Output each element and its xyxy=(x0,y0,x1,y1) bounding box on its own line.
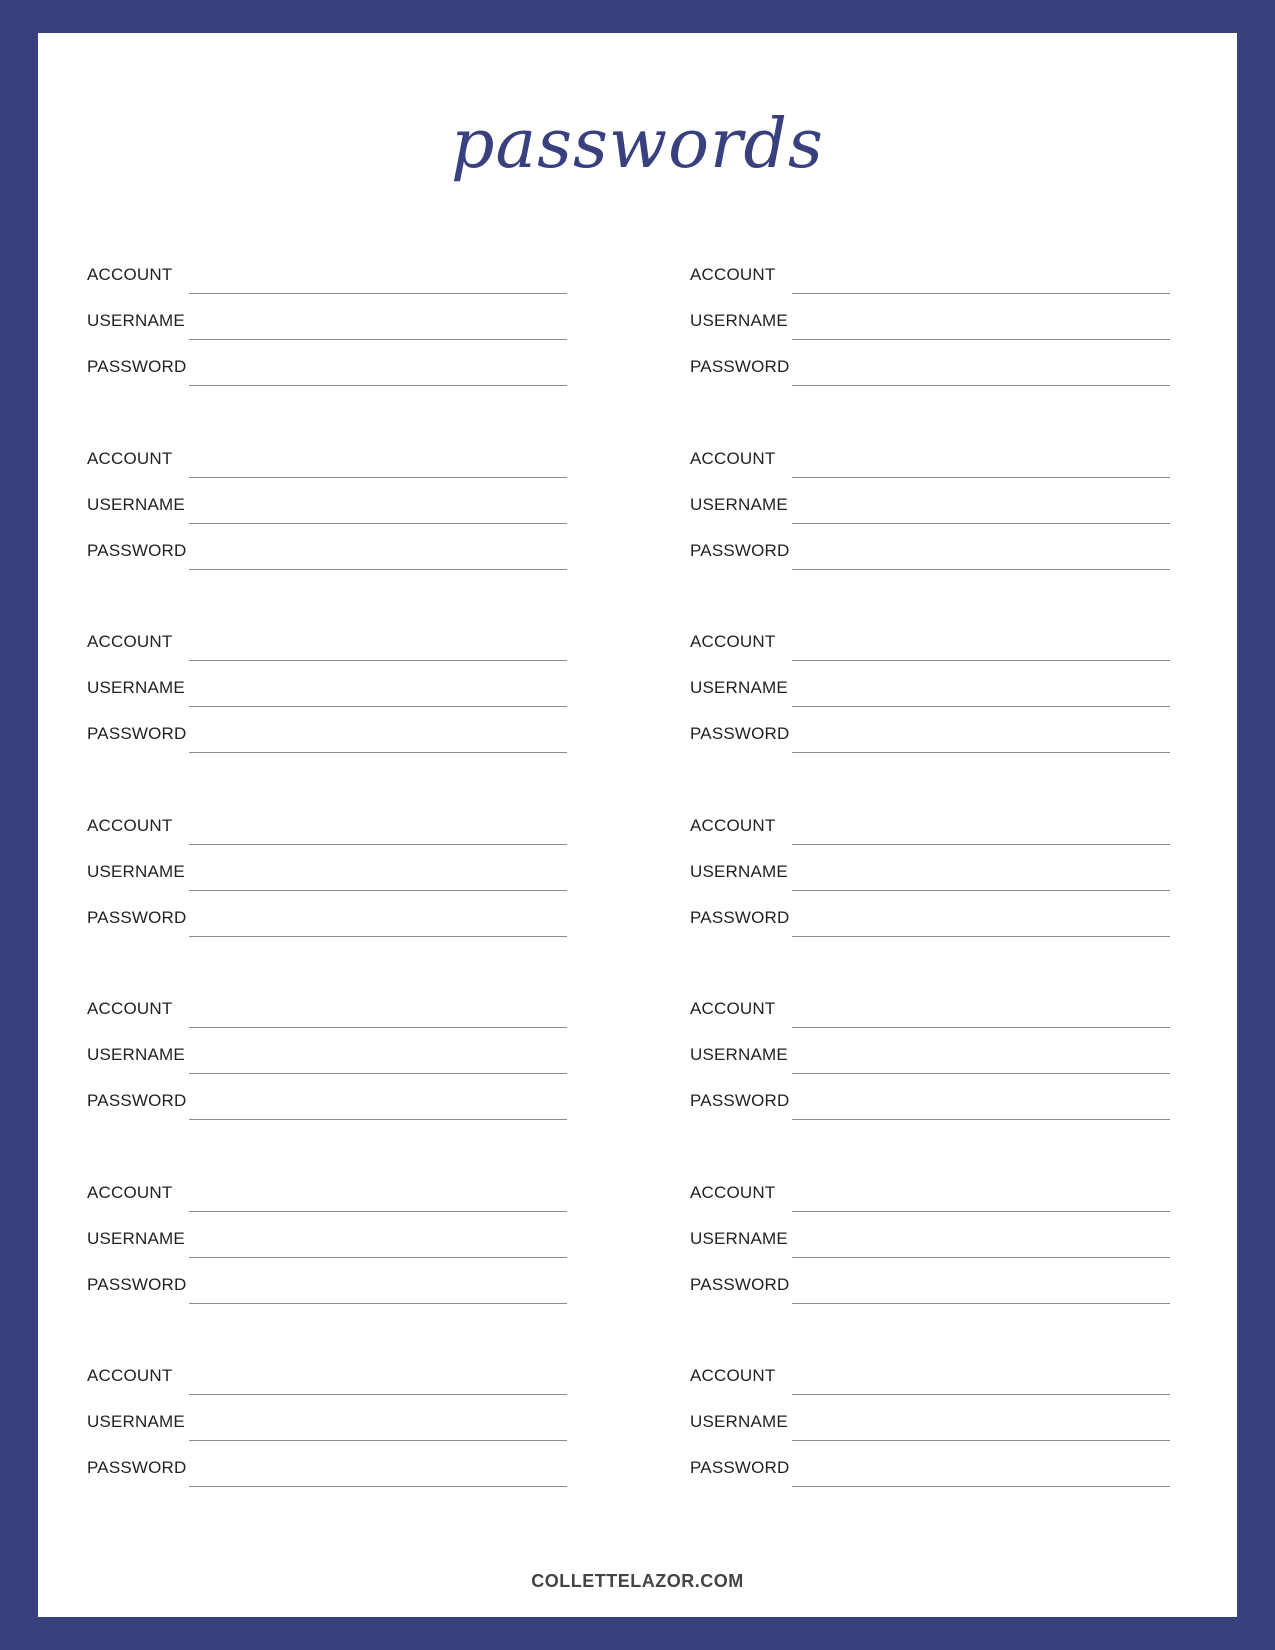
password-field xyxy=(690,1074,1170,1120)
account-label: ACCOUNT xyxy=(690,448,776,468)
account-label: ACCOUNT xyxy=(690,815,776,835)
password-write-line[interactable] xyxy=(189,1303,567,1304)
username-field xyxy=(87,1212,567,1258)
username-field xyxy=(690,661,1170,707)
password-field xyxy=(87,524,567,570)
password-entry xyxy=(690,799,1170,983)
account-write-line[interactable] xyxy=(792,844,1170,845)
password-label: PASSWORD xyxy=(87,357,187,376)
password-field xyxy=(690,1441,1170,1487)
username-label: USERNAME xyxy=(87,1412,185,1431)
password-entry xyxy=(690,1166,1170,1350)
username-write-line[interactable] xyxy=(189,523,567,524)
password-field xyxy=(87,340,567,386)
username-write-line[interactable] xyxy=(792,523,1170,524)
password-write-line[interactable] xyxy=(792,1486,1170,1487)
username-label: USERNAME xyxy=(87,861,185,881)
username-write-line[interactable] xyxy=(189,1440,567,1441)
account-label: ACCOUNT xyxy=(690,632,776,651)
username-write-line[interactable] xyxy=(792,1257,1170,1258)
username-write-line[interactable] xyxy=(792,890,1170,891)
username-label: USERNAME xyxy=(690,1228,788,1248)
username-field xyxy=(87,294,567,340)
password-entry xyxy=(87,1349,567,1533)
password-label: PASSWORD xyxy=(87,1274,187,1294)
username-field xyxy=(87,1395,567,1441)
account-label: ACCOUNT xyxy=(87,632,173,651)
password-label: PASSWORD xyxy=(87,907,187,927)
account-write-line[interactable] xyxy=(189,293,567,294)
username-field xyxy=(690,478,1170,524)
account-label: ACCOUNT xyxy=(690,265,776,284)
password-entry xyxy=(87,1166,567,1350)
username-field xyxy=(87,1028,567,1074)
right-column xyxy=(690,248,1170,1533)
password-write-line[interactable] xyxy=(792,1303,1170,1304)
account-field xyxy=(690,432,1170,478)
printable-sheet xyxy=(38,33,1237,1617)
password-label: PASSWORD xyxy=(690,1458,790,1477)
password-entry xyxy=(87,248,567,432)
account-write-line[interactable] xyxy=(792,1394,1170,1395)
page-title: passwords xyxy=(451,105,824,184)
username-label: USERNAME xyxy=(87,311,185,330)
password-entry xyxy=(690,248,1170,432)
username-label: USERNAME xyxy=(690,1412,788,1431)
password-entry xyxy=(87,615,567,799)
username-field xyxy=(690,294,1170,340)
account-field xyxy=(690,1349,1170,1395)
account-field xyxy=(87,615,567,661)
password-write-line[interactable] xyxy=(792,569,1170,570)
password-entry xyxy=(87,799,567,983)
account-label: ACCOUNT xyxy=(87,1366,173,1385)
account-field xyxy=(87,982,567,1028)
password-write-line[interactable] xyxy=(189,752,567,753)
password-entry xyxy=(690,432,1170,616)
account-field xyxy=(87,248,567,294)
username-field xyxy=(87,478,567,524)
password-write-line[interactable] xyxy=(189,1119,567,1120)
password-entry xyxy=(690,982,1170,1166)
username-write-line[interactable] xyxy=(189,1257,567,1258)
username-field xyxy=(690,845,1170,891)
username-write-line[interactable] xyxy=(189,706,567,707)
username-label: USERNAME xyxy=(87,678,185,697)
account-write-line[interactable] xyxy=(189,477,567,478)
username-write-line[interactable] xyxy=(189,1073,567,1074)
account-write-line[interactable] xyxy=(189,1394,567,1395)
account-field xyxy=(87,432,567,478)
password-field xyxy=(690,1258,1170,1304)
account-label: ACCOUNT xyxy=(690,1366,776,1385)
account-label: ACCOUNT xyxy=(87,448,173,468)
password-field xyxy=(690,891,1170,937)
username-field xyxy=(690,1028,1170,1074)
password-label: PASSWORD xyxy=(690,540,790,560)
account-write-line[interactable] xyxy=(189,660,567,661)
account-field xyxy=(690,248,1170,294)
account-write-line[interactable] xyxy=(189,1027,567,1028)
password-entry xyxy=(690,615,1170,799)
account-write-line[interactable] xyxy=(189,1211,567,1212)
username-write-line[interactable] xyxy=(792,339,1170,340)
username-field xyxy=(87,661,567,707)
left-column xyxy=(87,248,567,1533)
username-write-line[interactable] xyxy=(189,339,567,340)
username-label: USERNAME xyxy=(690,861,788,881)
password-field xyxy=(87,1441,567,1487)
password-field xyxy=(87,1074,567,1120)
username-label: USERNAME xyxy=(690,1045,788,1064)
password-label: PASSWORD xyxy=(87,724,187,743)
account-label: ACCOUNT xyxy=(87,815,173,835)
account-write-line[interactable] xyxy=(792,1027,1170,1028)
password-field xyxy=(690,707,1170,753)
password-label: PASSWORD xyxy=(87,1091,187,1110)
footer-website: COLLETTELAZOR.COM xyxy=(531,1571,744,1591)
username-field xyxy=(690,1395,1170,1441)
account-label: ACCOUNT xyxy=(690,1182,776,1202)
username-label: USERNAME xyxy=(690,494,788,514)
account-write-line[interactable] xyxy=(792,293,1170,294)
password-label: PASSWORD xyxy=(87,540,187,560)
password-label: PASSWORD xyxy=(690,1274,790,1294)
password-label: PASSWORD xyxy=(87,1458,187,1477)
username-write-line[interactable] xyxy=(792,706,1170,707)
account-label: ACCOUNT xyxy=(690,999,776,1018)
account-field xyxy=(690,615,1170,661)
username-field xyxy=(690,1212,1170,1258)
username-write-line[interactable] xyxy=(189,890,567,891)
account-label: ACCOUNT xyxy=(87,1182,173,1202)
account-field xyxy=(690,1166,1170,1212)
account-write-line[interactable] xyxy=(792,1211,1170,1212)
username-write-line[interactable] xyxy=(792,1440,1170,1441)
password-field xyxy=(87,1258,567,1304)
password-write-line[interactable] xyxy=(792,752,1170,753)
account-write-line[interactable] xyxy=(189,844,567,845)
username-label: USERNAME xyxy=(87,1228,185,1248)
password-write-line[interactable] xyxy=(189,936,567,937)
password-field xyxy=(87,707,567,753)
password-write-line[interactable] xyxy=(792,936,1170,937)
password-write-line[interactable] xyxy=(189,1486,567,1487)
username-label: USERNAME xyxy=(690,678,788,697)
password-write-line[interactable] xyxy=(792,385,1170,386)
account-field xyxy=(87,1166,567,1212)
account-label: ACCOUNT xyxy=(87,265,173,284)
password-field xyxy=(690,524,1170,570)
password-field xyxy=(87,891,567,937)
password-entry xyxy=(690,1349,1170,1533)
username-label: USERNAME xyxy=(87,494,185,514)
username-label: USERNAME xyxy=(87,1045,185,1064)
password-label: PASSWORD xyxy=(690,724,790,743)
account-field xyxy=(87,799,567,845)
password-entry xyxy=(87,982,567,1166)
password-field xyxy=(690,340,1170,386)
account-field xyxy=(690,982,1170,1028)
account-label: ACCOUNT xyxy=(87,999,173,1018)
password-write-line[interactable] xyxy=(189,385,567,386)
username-field xyxy=(87,845,567,891)
password-label: PASSWORD xyxy=(690,907,790,927)
account-write-line[interactable] xyxy=(792,660,1170,661)
account-field xyxy=(690,799,1170,845)
password-label: PASSWORD xyxy=(690,1091,790,1110)
password-write-line[interactable] xyxy=(792,1119,1170,1120)
password-label: PASSWORD xyxy=(690,357,790,376)
password-entry xyxy=(87,432,567,616)
username-label: USERNAME xyxy=(690,311,788,330)
account-write-line[interactable] xyxy=(792,477,1170,478)
username-write-line[interactable] xyxy=(792,1073,1170,1074)
password-write-line[interactable] xyxy=(189,569,567,570)
account-field xyxy=(87,1349,567,1395)
